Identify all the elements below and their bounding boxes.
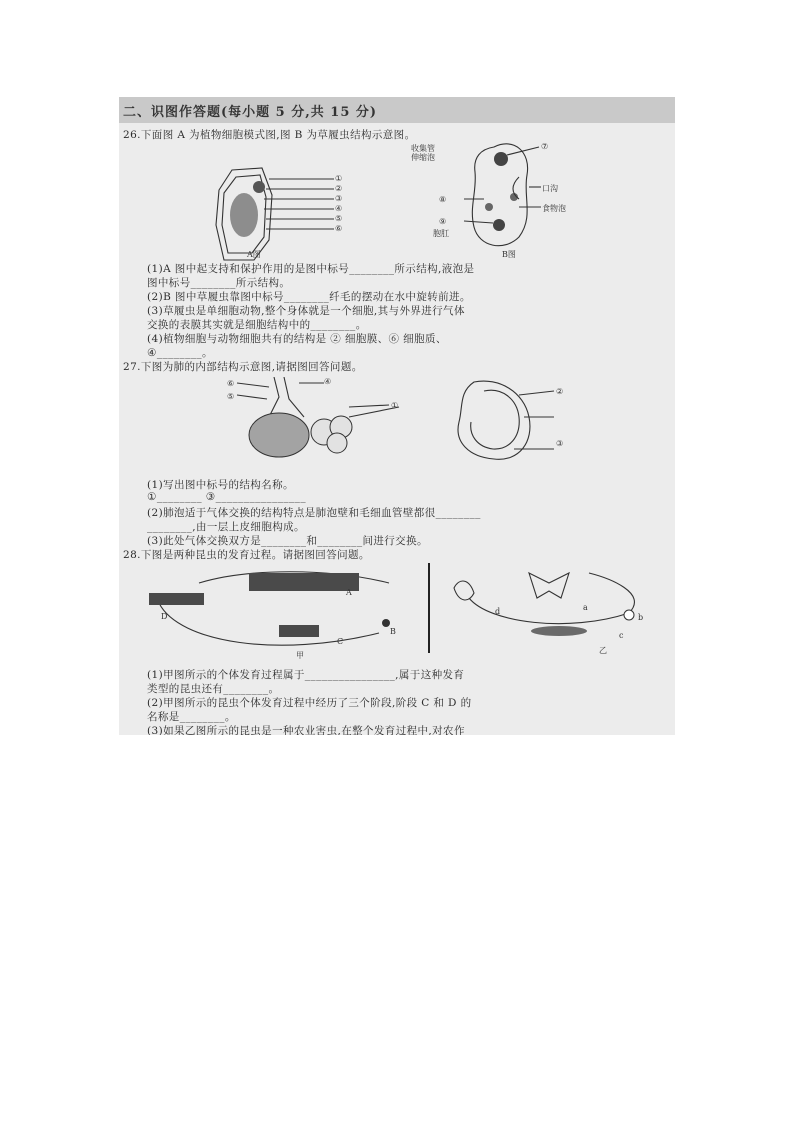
fig-lung-label-1: ① (391, 401, 399, 410)
fig-a-label-6: ⑥ (335, 224, 343, 233)
fig-lung-label-2: ② (556, 387, 564, 396)
fig-yi-label-b: b (638, 613, 644, 622)
q28-line-4: 名称是________。 (147, 711, 236, 723)
q26-line-2: 图中标号________所示结构。 (147, 277, 291, 289)
q27-line-5: (3)此处气体交换双方是________和________间进行交换。 (147, 535, 428, 547)
fig-a-label-3: ③ (335, 194, 343, 203)
q26-stem: 26.下面图 A 为植物细胞模式图,图 B 为草履虫结构示意图。 (123, 129, 416, 141)
fig-b-label-shensuopao: 伸缩泡 (411, 153, 435, 162)
fig-lung-label-6: ⑥ (227, 379, 235, 388)
fig-jia-caption: 甲 (296, 651, 304, 660)
fig-a-label-5: ⑤ (335, 214, 343, 223)
q27-line-3: (2)肺泡适于气体交换的结构特点是肺泡壁和毛细血管壁都很________ (147, 507, 481, 519)
q28-stem: 28.下图是两种昆虫的发育过程。请据图回答问题。 (123, 549, 370, 561)
fig-a-caption: A图 (247, 250, 261, 259)
fig-b-label-kouguo: 口沟 (542, 184, 558, 193)
fig-jia-label-A: A (346, 588, 352, 597)
fig-jia-label-B: B (390, 627, 396, 636)
fig-yi-label-a: a (583, 603, 588, 612)
q26-line-4: (3)草履虫是单细胞动物,整个身体就是一个细胞,其与外界进行气体 (147, 305, 465, 317)
fig-jia-label-D: D (161, 612, 168, 621)
fig-b-label-pangang: 胞肛 (433, 229, 449, 238)
scanned-exam-page (119, 97, 675, 735)
q28-line-3: (2)甲图所示的昆虫个体发育过程中经历了三个阶段,阶段 C 和 D 的 (147, 697, 472, 709)
q26-line-5: 交换的表膜其实就是细胞结构中的________。 (147, 319, 367, 331)
fig-b-label-8: ⑧ (439, 195, 447, 204)
q26-line-3: (2)B 图中草履虫靠图中标号________纤毛的摆动在水中旋转前进。 (147, 291, 471, 303)
fig-a-label-2: ② (335, 184, 343, 193)
q28-line-5: (3)如果乙图所示的昆虫是一种农业害虫,在整个发育过程中,对农作 (147, 725, 465, 735)
q27-line-1: (1)写出图中标号的结构名称。 (147, 479, 294, 491)
q26-line-1: (1)A 图中起支持和保护作用的是图中标号________所示结构,液泡是 (147, 263, 475, 275)
fig-yi-caption: 乙 (599, 646, 607, 655)
q26-line-7: ④________。 (147, 347, 213, 359)
fig-b-label-shoujiguan: 收集管 (411, 144, 435, 153)
fig-yi-label-c: c (619, 631, 624, 640)
section-header (119, 97, 675, 123)
fig-lung-label-4: ④ (324, 377, 332, 386)
q27-stem: 27.下图为肺的内部结构示意图,请据图回答问题。 (123, 361, 363, 373)
fig-b-paramecium-diagram (459, 137, 559, 255)
fig-b-caption: B图 (502, 250, 516, 259)
fig-insect-development-diagram (129, 563, 649, 663)
fig-lung-structure-diagram (229, 377, 579, 472)
fig-a-label-1: ① (335, 174, 343, 183)
fig-yi-label-d: d (495, 607, 501, 616)
fig-b-label-shiwupao: 食物泡 (542, 204, 566, 213)
q27-line-2: ①________ ③________________ (147, 491, 306, 503)
q28-line-1: (1)甲图所示的个体发育过程属于________________,属于这种发育 (147, 669, 465, 681)
fig-lung-label-3: ③ (556, 439, 564, 448)
fig-b-label-9: ⑨ (439, 217, 447, 226)
q28-line-2: 类型的昆虫还有________。 (147, 683, 280, 695)
fig-jia-label-C: C (337, 637, 344, 646)
fig-a-label-4: ④ (335, 204, 343, 213)
fig-lung-label-5: ⑤ (227, 392, 235, 401)
section-header-text: 二、识图作答题(每小题 5 分,共 15 分) (123, 105, 378, 120)
q27-line-4: ________,由一层上皮细胞构成。 (147, 521, 305, 533)
fig-b-label-7: ⑦ (541, 142, 549, 151)
q26-line-6: (4)植物细胞与动物细胞共有的结构是 ② 细胞膜、⑥ 细胞质、 (147, 333, 447, 345)
